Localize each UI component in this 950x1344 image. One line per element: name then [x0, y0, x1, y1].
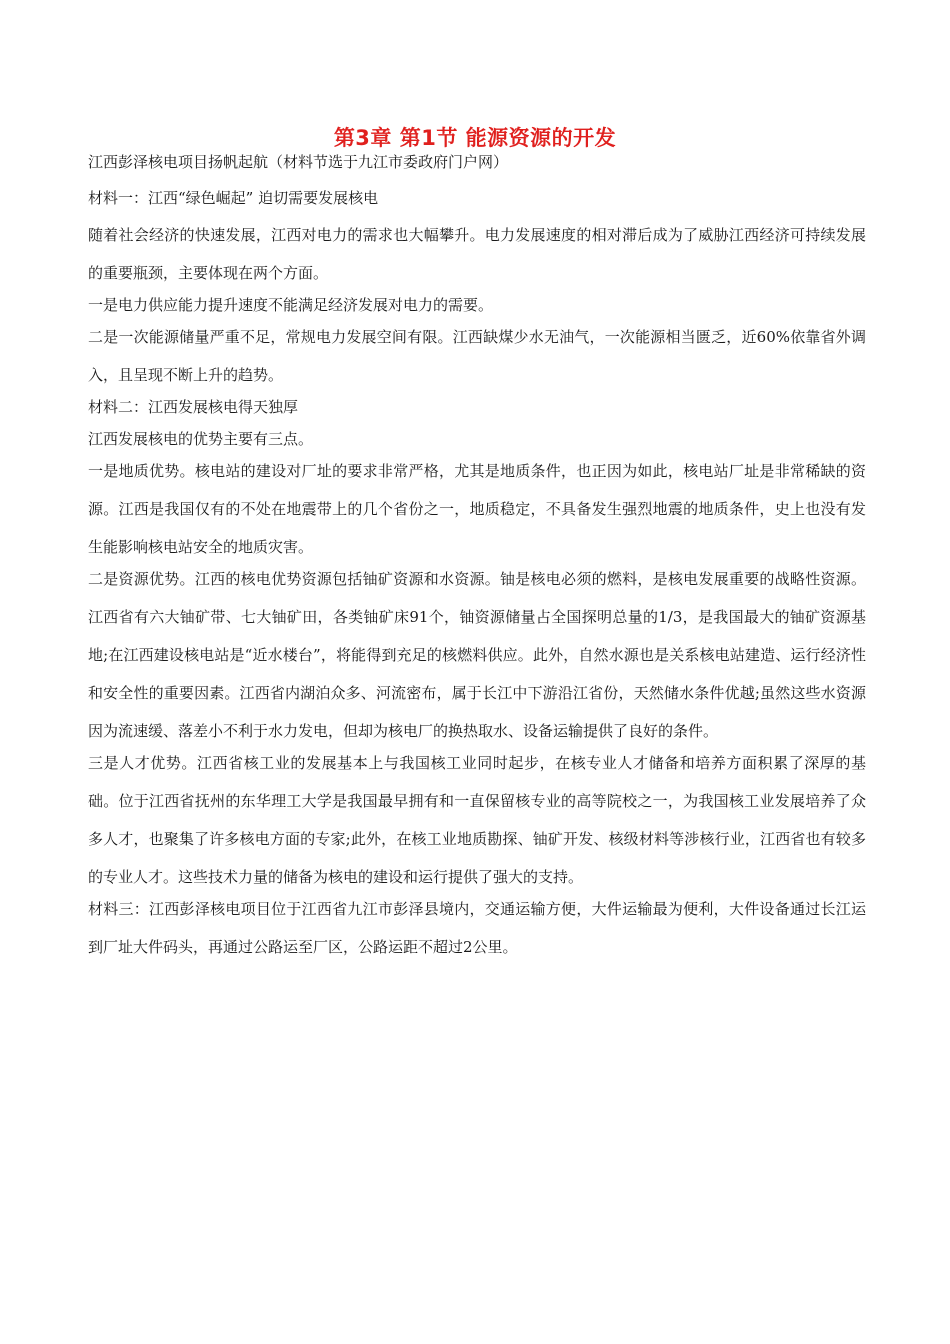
material-two-heading: 材料二：江西发展核电得天独厚	[88, 398, 299, 416]
paragraph: 一是地质优势。核电站的建设对厂址的要求非常严格，尤其是地质条件，也正因为如此，核电站厂址是非常稀缺的资源。江西是我国仅有的不处在地震带上的几个省份之一，地质稳定，不具备发生强烈地震的地质条件，史上也没有发生能影响核电站安全的地质灾害。	[88, 462, 866, 556]
material-three-paragraph: 材料三：江西彭泽核电项目位于江西省九江市彭泽县境内，交通运输方便，大件运输最为便利，大件设备通过长江运到厂址大件码头，再通过公路运至厂区，公路运距不超过2公里。	[88, 900, 866, 956]
document-body	[88, 150, 866, 966]
paragraph: 三是人才优势。江西省核工业的发展基本上与我国核工业同时起步，在核专业人才储备和培养方面积累了深厚的基础。位于江西省抚州的东华理工大学是我国最早拥有和一直保留核专业的高等院校之一，为我国核工业发展培养了众多人才，也聚集了许多核电方面的专家;此外，在核工业地质勘探、铀矿开发、核级材料等涉核行业，江西省也有较多的专业人才。这些技术力量的储备为核电的建设和运行提供了强大的支持。	[88, 754, 866, 886]
paragraph: 随着社会经济的快速发展，江西对电力的需求也大幅攀升。电力发展速度的相对滞后成为了威胁江西经济可持续发展的重要瓶颈，主要体现在两个方面。	[88, 226, 866, 282]
material-one-heading: 材料一：江西“绿色崛起” 迫切需要发展核电	[88, 189, 379, 207]
paragraph: 二是一次能源储量严重不足，常规电力发展空间有限。江西缺煤少水无油气，一次能源相当匮乏，近60%依靠省外调入，且呈现不断上升的趋势。	[88, 328, 866, 384]
source-line: 江西彭泽核电项目扬帆起航（材料节选于九江市委政府门户网）	[88, 153, 509, 171]
paragraph: 一是电力供应能力提升速度不能满足经济发展对电力的需要。	[88, 296, 494, 314]
paragraph: 二是资源优势。江西的核电优势资源包括铀矿资源和水资源。铀是核电必须的燃料，是核电发展重要的战略性资源。江西省有六大铀矿带、七大铀矿田，各类铀矿床91个，铀资源储量占全国探明总量的1/3，是我国最大的铀矿资源基地;在江西建设核电站是“近水楼台”，将能得到充足的核燃料供应。此外，自然水源也是关系核电站建造、运行经济性和安全性的重要因素。江西省内湖泊众多、河流密布，属于长江中下游沿江省份，天然储水条件优越;虽然这些水资源因为流速缓、落差小不利于水力发电，但却为核电厂的换热取水、设备运输提供了良好的条件。	[88, 570, 866, 740]
paragraph: 江西发展核电的优势主要有三点。	[88, 430, 314, 448]
document-title: 第3章 第1节 能源资源的开发	[333, 126, 617, 150]
